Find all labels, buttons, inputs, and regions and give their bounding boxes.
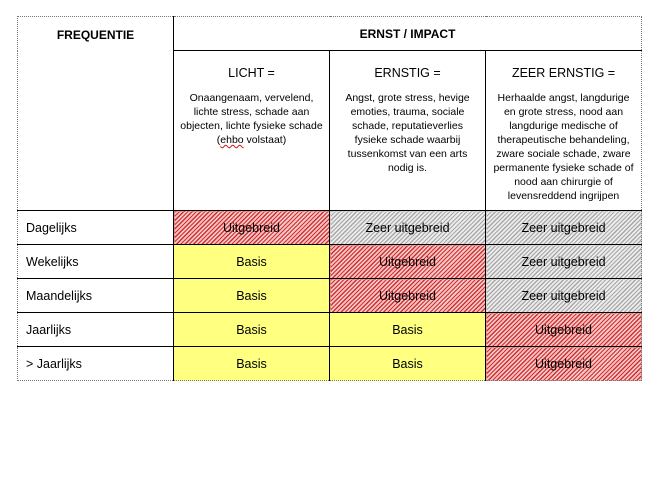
severity-title: ERNSTIG = (374, 66, 441, 80)
severity-description: Herhaalde angst, langdurige en grote stress, nood aan langdurige medische of therapeutische behandeling, zware sociale schade, zware permanente fysieke schade of nood aan chirurgie of levensreddend ingrijpen (493, 92, 634, 202)
frequency-label: Dagelijks (18, 211, 174, 245)
risk-cell: Zeer uitgebreid (486, 279, 642, 313)
risk-cell: Uitgebreid (330, 279, 486, 313)
spellcheck-word: ehbo (220, 134, 244, 146)
impact-header: ERNST / IMPACT (174, 17, 642, 51)
table-row (18, 279, 642, 313)
risk-cell: Basis (174, 279, 330, 313)
severity-serious (330, 51, 486, 211)
frequency-label: Wekelijks (18, 245, 174, 279)
risk-cell: Uitgebreid (174, 211, 330, 245)
table-row (18, 245, 642, 279)
risk-cell: Uitgebreid (330, 245, 486, 279)
risk-cell: Zeer uitgebreid (330, 211, 486, 245)
severity-light (174, 51, 330, 211)
risk-cell: Basis (174, 347, 330, 381)
severity-desc-end: volstaat) (243, 134, 287, 146)
risk-cell: Zeer uitgebreid (486, 245, 642, 279)
table-row (18, 211, 642, 245)
frequency-label: Jaarlijks (18, 313, 174, 347)
risk-matrix-table (17, 16, 642, 381)
risk-cell: Uitgebreid (486, 347, 642, 381)
severity-description (174, 91, 329, 147)
table-row (18, 347, 642, 381)
risk-cell: Basis (174, 313, 330, 347)
risk-cell: Uitgebreid (486, 313, 642, 347)
severity-desc-text: Onaangenaam, vervelend, lichte stress, schade aan objecten, lichte fysieke schade ( (180, 92, 323, 146)
header-row (18, 17, 642, 51)
severity-title: LICHT = (228, 66, 275, 80)
severity-title: ZEER ERNSTIG = (511, 66, 616, 80)
risk-cell: Basis (330, 313, 486, 347)
table-row (18, 313, 642, 347)
frequency-label: > Jaarlijks (18, 347, 174, 381)
risk-cell: Basis (330, 347, 486, 381)
severity-very-serious (486, 51, 642, 211)
risk-cell: Zeer uitgebreid (486, 211, 642, 245)
severity-description: Angst, grote stress, hevige emoties, trauma, sociale schade, reputatieverlies fysieke schade waarbij tussenkomst van een arts nodig is. (345, 92, 470, 174)
frequency-label: Maandelijks (18, 279, 174, 313)
frequency-header: FREQUENTIE (18, 17, 174, 211)
risk-cell: Basis (174, 245, 330, 279)
